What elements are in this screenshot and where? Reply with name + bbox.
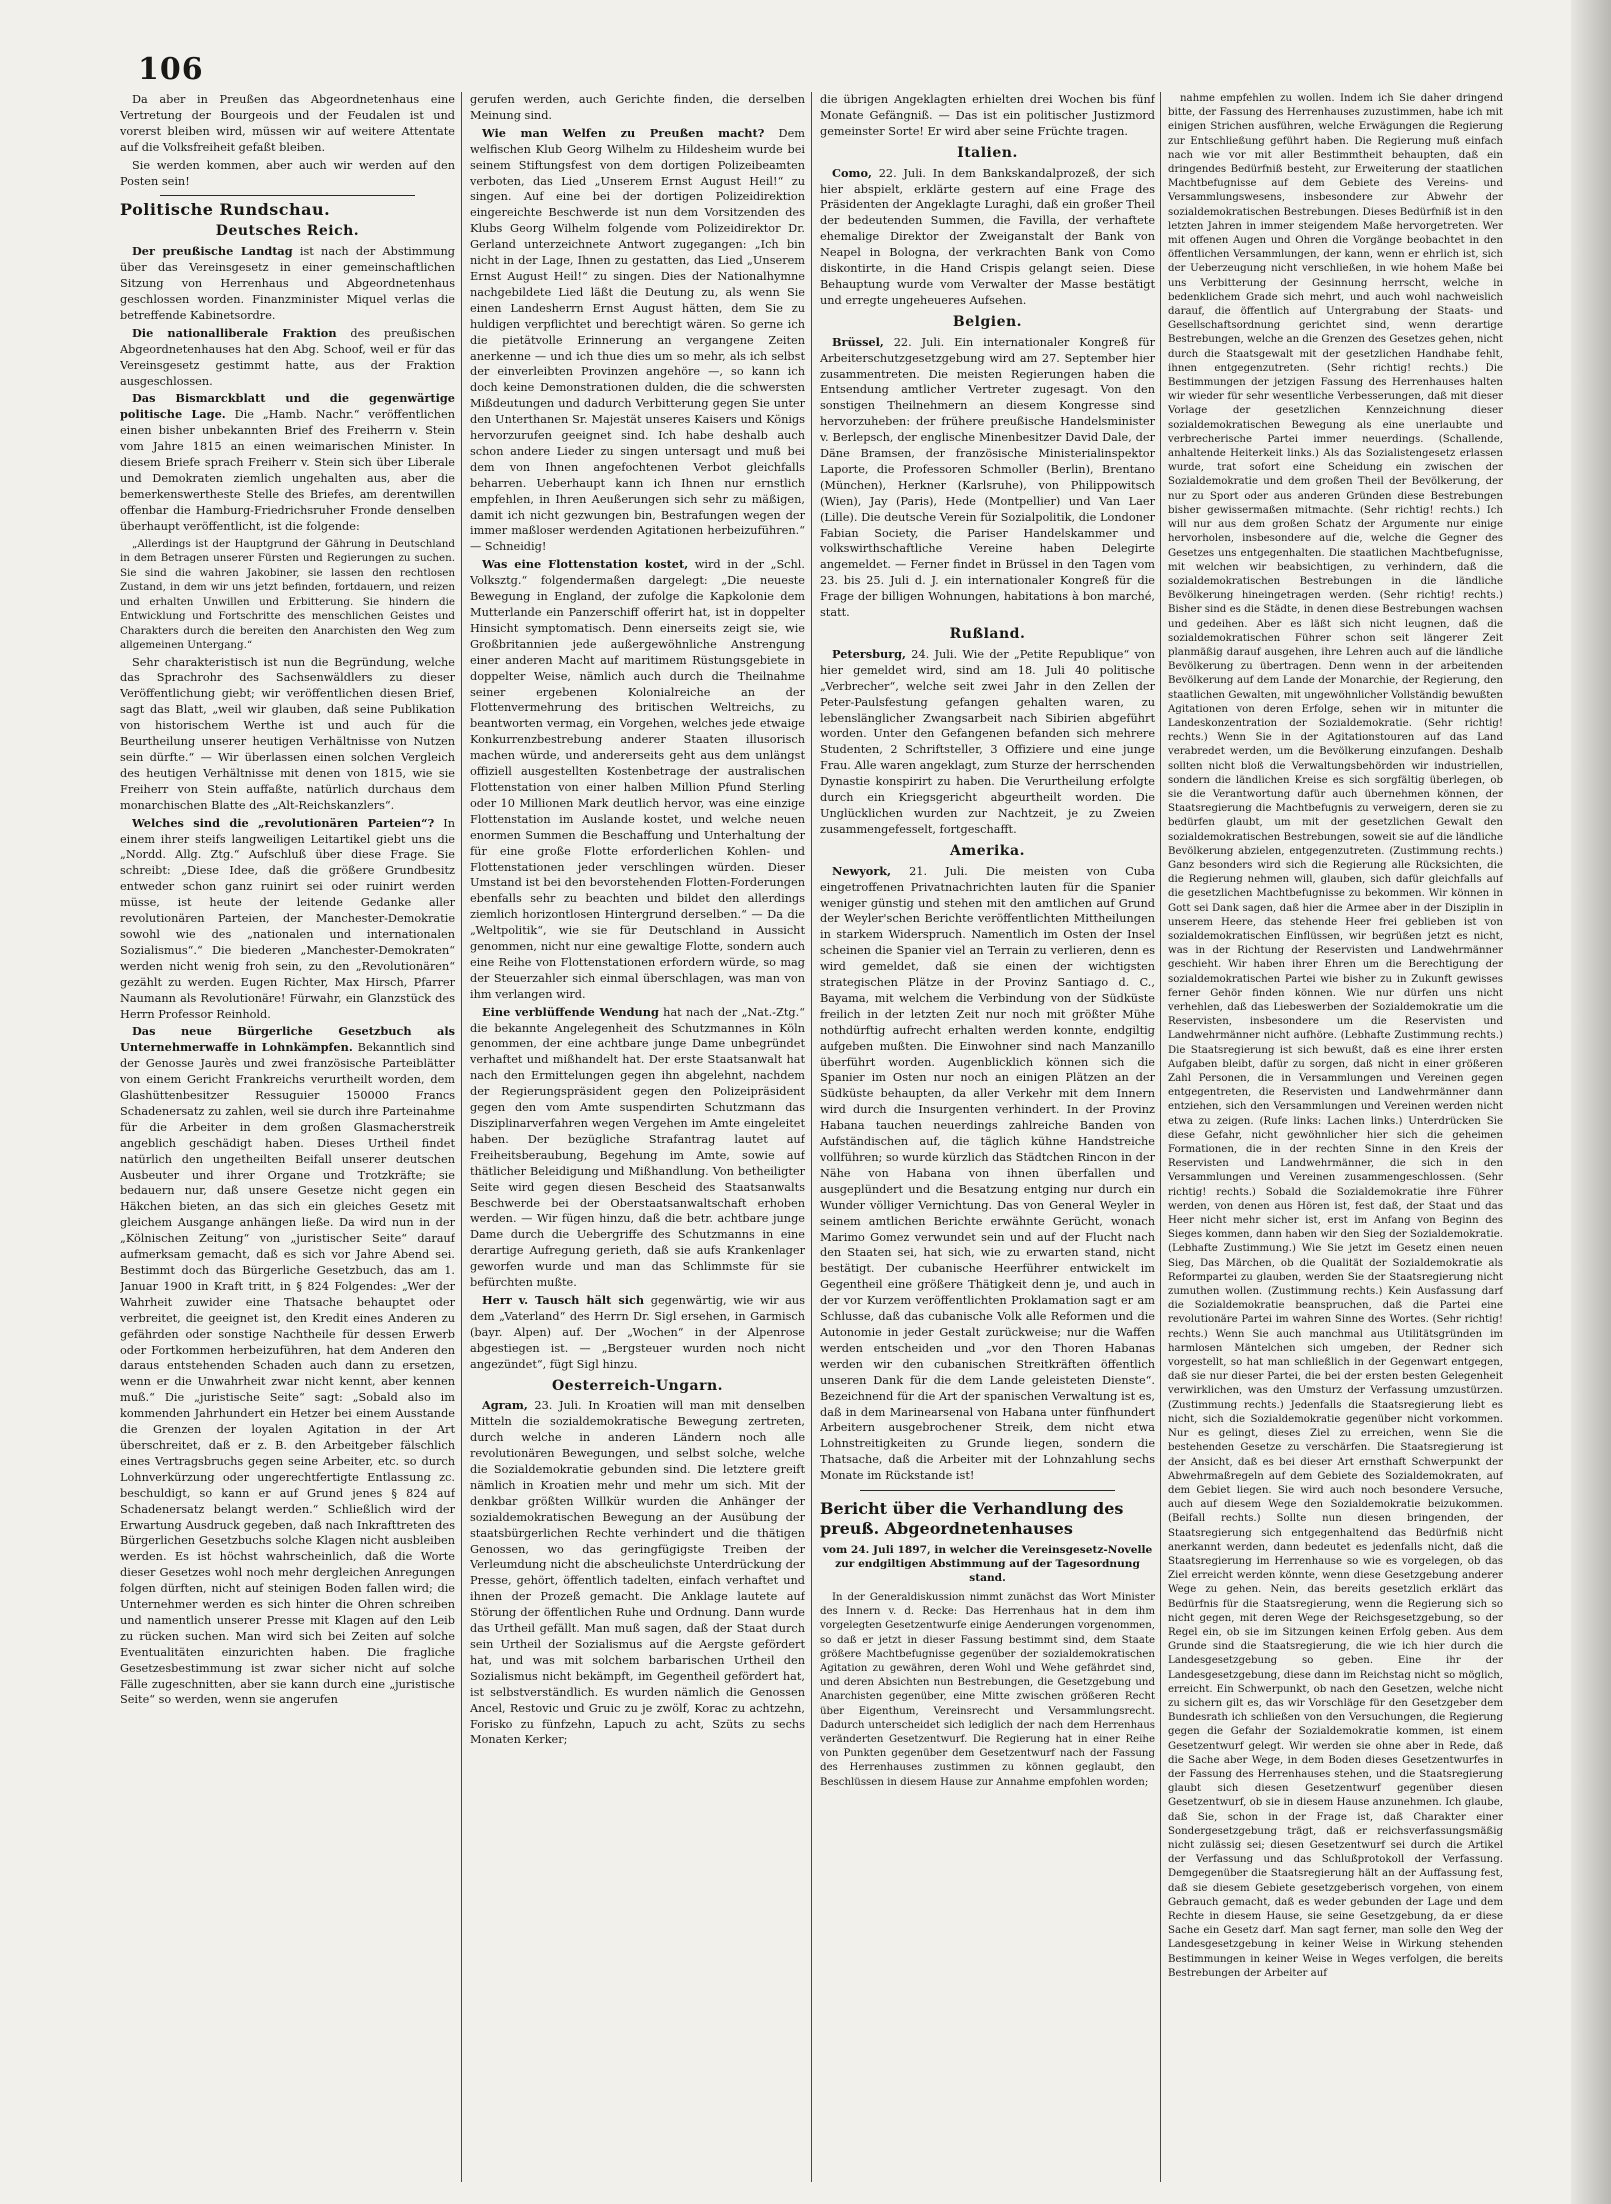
section-heading: Belgien. <box>952 313 1023 330</box>
section-heading: Rußland. <box>949 626 1026 642</box>
article-paragraph <box>820 647 1155 838</box>
article-lead: Das neue Bürgerliche Gesetzbuch als Unternehmerwaffe in Lohnkämpfen. <box>120 1024 455 1055</box>
article-paragraph <box>120 816 455 1023</box>
article-lead: Newyork, <box>832 863 892 878</box>
article-paragraph <box>470 92 805 124</box>
article-paragraph <box>120 1024 455 1708</box>
section-heading: Italien. <box>957 144 1018 161</box>
article-text: Sehr charakteristisch ist nun die Begründung, welche das Sprachrohr des Sachsenwäldlers zu dieser Veröffentlichung giebt; wir veröffentlichen diesen Brief, sagt das Blatt, „weil wir glauben, daß seine Publikation von historischem Werthe ist und auch für die Beurtheilung unserer heutigen Verhältnisse von Nutzen sein dürfte.“ — Wir überlassen einen solchen Vergleich des heutigen Verhältnisse mit denen von 1815, wie sie Freiherr von Stein auffaßte, natürlich durchaus dem monarchischen Blatte des „Alt-Reichskanzlers“. <box>120 655 455 812</box>
article-paragraph <box>470 1293 805 1373</box>
article-paragraph <box>120 326 455 390</box>
article-lead: Wie man Welfen zu Preußen macht? <box>482 125 765 140</box>
article-text: Dem welfischen Klub Georg Wilhelm zu Hildesheim wurde bei seinem Stiftungsfest von dem dortigen Polizeibeamten verboten, das Lied „Unserem Ernst August Heil!“ zu singen. Auf eine bei der dortigen Polizeidirektion eingereichte Beschwerde ist nun dem Vorsitzenden des Klubs Georg Wilhelm folgende vom Polizeidirektor Dr. Gerland unterzeichnete Antwort zugegangen: „Ich bin nicht in der Lage, Ihnen zu gestatten, das Lied „Unserem Ernst August Heil!“ zu singen. Dies der Nationalhymne nachgebildete Lied läßt die Deutung zu, als wenn Sie einen Landesherrn Ernst August hätten, dem Sie zu huldigen verpflichtet und berechtigt wären. So gerne ich die pietätvolle Erinnerung an vergangene Zeiten anerkenne — und ich thue dies um so mehr, als ich selbst der einverleibten Provinzen angehöre —, so kann ich doch keine Demonstrationen dulden, die die schwersten Mißdeutungen und dadurch Verbitterung gegen Sie unter den Unterthanen Sr. Majestät unseres Kaisers und Königs hervorzurufen geeignet sind. Ich habe deshalb auch schon andere Lieder zu singen untersagt und muß bei dem von Ihnen angefochtenen Verbot gleichfalls beharren. Ueberhaupt kann ich Ihnen nur ernstlich empfehlen, in Ihren Aeußerungen sich sehr zu mäßigen, damit ich nicht gezwungen bin, Bestrafungen wegen der immer maßloser werdenden Agitationen herbeizuführen.“ — Schneidig! <box>470 126 805 554</box>
column-1 <box>120 92 455 2182</box>
article-paragraph <box>470 126 805 555</box>
article-text: In einem ihrer steifs langweiligen Leitartikel giebt uns die „Nordd. Allg. Ztg.“ Aufschluß über diese Frage. Sie schreibt: „Diese Idee, daß die größere Grundbesitz entweder schon ganz ruinirt sei oder ruinirt werden müsse, ist heute der leitende Gedanke aller revolutionären Parteien, der Manchester-Demokratie sowohl wie des „nationalen und internationalen Sozialismus“.“ Die biederen „Manchester-Demokraten“ werden nicht wenig froh sein, zu den „Revolutionären“ gezählt zu werden. Eugen Richter, Max Hirsch, Pfarrer Naumann als Revolutionäre! Fürwahr, ein Glanzstück des Herrn Professor Reinhold. <box>120 816 455 1021</box>
article-text: Die „Hamb. Nachr.“ veröffentlichen einen bisher unbekannten Brief des Freiherrn v. Stein vom Jahre 1815 an einen weimarischen Minister. In diesem Briefe sprach Freiherr v. Stein sich über Liberale und Demokraten ziemlich ungehalten aus, aber die bemerkenswertheste Stelle des Briefes, am derentwillen offenbar die Hamburg-Friedrichsruher Fronde denselben überhaupt veröffentlicht, ist die folgende: <box>120 408 455 533</box>
report-subheadline: vom 24. Juli 1897, in welcher die Vereinsgesetz-Novelle zur endgiltigen Abstimmung auf der Tagesordnung stand. <box>822 1544 1153 1585</box>
article-paragraph <box>1168 92 1503 1981</box>
page-edge-shadow <box>1571 0 1611 2204</box>
article-text: 21. Juli. Die meisten von Cuba eingetroffenen Privatnachrichten lauten für die Spanier weniger günstig und stehen mit den amtlichen auf Grund der Weyler'schen Berichte veröffentlichten Mittheilungen in starkem Widerspruch. Namentlich im Osten der Insel scheinen die Spanier viel an Terrain zu verlieren, denn es wird gemeldet, daß sie einen der wichtigsten strategischen Plätze in der Provinz Santiago d. C., Bayama, mit welchem die Verbindung von der Südküste freilich in der letzten Zeit nur noch mit größter Mühe nothdürftig aufrecht erhalten werden konnte, endgiltig aufgeben mußten. Die Einwohner sind nach Manzanillo überführt worden. Augenblicklich können sich die Spanier im Osten nur noch an einigen Plätzen an der Südküste behaupten, da aller Verkehr mit dem Innern wird durch die Insurgenten verhindert. In der Provinz Habana tauchen neuerdings zahlreiche Banden von Aufständischen auf, die täglich kühne Handstreiche vollführen; so wurde kürzlich das Städtchen Rincon in der Nähe von Habana von ihnen überfallen und ausgeplündert und die Besatzung entging nur durch ein Wunder völliger Vernichtung. Das von General Weyler in seinem amtlichen Berichte erwähnte Gerücht, wonach Marimo Gomez verwundet sein und auf der Flucht nach den Staaten sei, hat sich, wie zu erwarten stand, nicht bestätigt. Der cubanische Heerführer entwickelt im Gegentheil eine größere Thätigkeit denn je, und auch in der vor Kurzem veröffentlichten Proklamation sagt er am Schlusse, daß das cubanische Volk alle Reformen und die Autonomie in jeder Gestalt zurückweise; nur die Waffen werden entscheiden und „vor den Thoren Habanas werden wir den cubanischen Streitkräften öffentlich unseren Dank für die dem Lande geleisteten Dienste“. Bezeichnend für die Art der spanischen Verwaltung ist es, daß in dem Marinearsenal von Habana unter fünfhundert Arbeitern ausgebrochener Streik, dem nicht etwa Lohnstreitigkeiten zu Grunde liegen, sondern die Thatsache, daß die Arbeiter mit der Lohnzahlung sechs Monate im Rückstande ist! <box>820 864 1155 1483</box>
report-headline: Bericht über die Verhandlung des preuß. Abgeordnetenhauses <box>820 1499 1124 1539</box>
section-heading: Amerika. <box>950 842 1025 859</box>
section-heading: Deutsches Reich. <box>215 223 360 240</box>
article-text: 22. Juli. In dem Bankskandalprozeß, der sich hier abspielt, erklärte gestern auf eine Frage des Präsidenten der Angeklagte Luraghi, daß ein großer Theil der bedeutenden Summen, die Favilla, der verhaftete ehemalige Direktor der Zweiganstalt der Bank von Neapel in Bologna, der verkrachten Bank von Como diskontirte, in die Hand Crispis gelangt seien. Diese Behauptung wurde vom Verwalter der Masse bestätigt und erregte ungeheueres Aufsehen. <box>820 166 1155 307</box>
article-text: Bekanntlich sind der Genosse Jaurès und zwei französische Parteiblätter von einem Gericht Frankreichs verurtheilt worden, dem Glashüttenbesitzer Ressuguier 150000 Francs Schadenersatz zu zahlen, weil sie durch ihre Parteinahme für die Arbeiter in dem großen Glasmacherstreik angeblich geschädigt haben. Dieses Urtheil findet natürlich den ungetheilten Beifall unserer deutschen Ausbeuter und ihrer Organe und Trotzkräfte; sie bedauern nur, daß unsere Gesetze nicht gegen ein Häkchen bieten, an das sich ein gleiches Gesetz mit gleichem Ausgange anhängen ließe. Da wird nun in der „Kölnischen Zeitung“ von „juristischer Seite“ darauf aufmerksam gemacht, daß es sich vor Jahre Abend sei. Bestimmt doch das Bürgerliche Gesetzbuch, das am 1. Januar 1900 in Kraft tritt, in § 824 Folgendes: „Wer der Wahrheit zuwider eine Thatsache behauptet oder verbreitet, die geeignet ist, den Kredit eines Anderen zu gefährden oder sonstige Nachtheile für dessen Erwerb oder Fortkommen herbeizuführen, hat dem Anderen den daraus entstehenden Schaden auch dann zu ersetzen, wenn er die Unwahrheit zwar nicht kennt, aber kennen muß.“ Die „juristische Seite“ sagt: „Sobald also im kommenden Jahrhundert ein Hetzer bei einem Ausstande die Grenzen der loyalen Agitation in der Art überschreitet, daß er z. B. den Arbeitgeber fälschlich eines Vertragsbruchs gegen seine Arbeiter, etc. so durch Lohnverkürzung oder ungerechtfertigte Entlassung zc. beschuldigt, so kann er auf Grund jenes § 824 auf Schadenersatz belangt werden.“ Schließlich wird der Erwartung Ausdruck gegeben, daß nach Inkrafttreten des Bürgerlichen Gesetzbuchs solche Klagen nicht ausbleiben werden. Es ist höchst wahrscheinlich, daß die Worte dieser Gesetzes wohl noch mehr dergleichen Anregungen folgen dürften, nicht auf steinigen Boden fallen wird; die Unternehmer werden es sich hinter die Ohren schreiben und namentlich unserer Presse mit Klagen auf den Leib zu rücken suchen. Man wird sich bei Zeiten auf solche Eventualitäten einzurichten haben. Die fragliche Gesetzesbestimmung ist zwar sicher nicht auf solche Fälle zugeschnitten, aber sie kann durch eine „juristische Seite“ so werden, wenn sie angerufen <box>120 1041 455 1707</box>
article-lead: Herr v. Tausch hält sich <box>482 1292 645 1307</box>
quoted-passage <box>120 537 455 653</box>
article-paragraph <box>820 166 1155 309</box>
article-paragraph <box>120 244 455 324</box>
article-text: die übrigen Angeklagten erhielten drei Wochen bis fünf Monate Gefängniß. — Das ist ein politischer Justizmord gemeinster Sorte! Er wird aber seine Früchte tragen. <box>820 93 1155 138</box>
article-text: In der Generaldiskussion nimmt zunächst das Wort Minister des Innern v. d. Recke: Das Herrenhaus hat in dem ihm vorgelegten Gesetzentwurfe einige Aenderungen vorgenommen, so daß er jetzt in dieser Fassung bestimmt sind, dem Staate größere Machtbefugnisse gegenüber der sozialdemokratischen Agitation zu gewähren, deren Wohl und Wehe gefährdet sind, und deren Absichten nun Bestrebungen, die Gesetzgebung und Anarchisten gegenüber, eine Mitte zwischen größeren Recht über Eigenthum, Vereinsrecht und Versammlungsrecht. Dadurch unterscheidet sich lediglich der nach dem Herrenhaus veränderten Gesetzentwurf. Die Regierung hat in einer Reihe von Punkten gegenüber dem Gesetzentwurf nach der Fassung des Herrenhauses zustimmen zu können geglaubt, den Beschlüssen in diesem Hause zur Annahme empfohlen worden; <box>820 1592 1155 1788</box>
article-text: des preußischen Abgeordnetenhauses hat den Abg. Schoof, weil er für das Vereinsgesetz gestimmt hatte, aus der Fraktion ausgeschlossen. <box>120 326 455 388</box>
article-paragraph <box>120 92 455 156</box>
article-lead: Was eine Flottenstation kostet, <box>482 557 689 572</box>
article-lead: Welches sind die „revolutionären Parteien“? <box>132 815 435 830</box>
article-paragraph <box>820 1591 1155 1790</box>
article-lead: Der preußische Landtag <box>132 244 293 259</box>
article-text: 22. Juli. Ein internationaler Kongreß für Arbeiterschutzgesetzgebung wird am 27. September hier zusammentreten. Die meisten Regierungen haben die Entsendung amtlicher Vertreter zugesagt. Von den sonstigen Theilnehmern an diesem Kongresse sind hervorzuheben: der frühere preußische Handelsminister v. Berlepsch, der englische Minenbesitzer David Dale, der Däne Bramsen, der französische Ministerialinspektor Laporte, die Professoren Schmoller (Berlin), Brentano (München), Herkner (Karlsruhe), von Philippowitsch (Wien), Jay (Paris), Hede (Montpellier) und Van Laer (Lille). Die deutsche Verein für Sozialpolitik, die Londoner Fabian Society, die Pariser Handelskammer und volkswirthschaftliche Vereine haben Delegirte angemeldet. — Ferner findet in Brüssel in den Tagen vom 23. bis 25. Juli d. J. ein internationaler Kongreß für die Frage der billigen Wohnungen, habitations à bon marché, statt. <box>820 335 1155 620</box>
article-text: hat nach der „Nat.-Ztg.“ die bekannte Angelegenheit des Schutzmannes in Köln genommen, der eine achtbare junge Dame unbegründet verhaftet und mißhandelt hat. Der erste Staatsanwalt hat nach den Ermittelungen gegen ihn abgelehnt, nachdem der Regierungspräsident gegen den Polizeipräsident gegen den vom Amte suspendirten Schutzmann das Disziplinarverfahren wegen Vergehen im Amte eingeleitet haben. Der bezügliche Strafantrag lautet auf Freiheitsberaubung, Begehung im Amte, sowie auf thätlicher Beleidigung und Mißhandlung. Von betheiligter Seite wird gegen diesen Bescheid des Staatsanwalts Beschwerde bei der Oberstaatsanwaltschaft erhoben werden. — Wir fügen hinzu, daß die betr. achtbare junge Dame durch die Uebergriffe des Schutzmanns in eine derartige Aufregung gerieth, daß sie aufs Krankenlager geworfen wurde und man das Schlimmste für sie befürchten mußte. <box>470 1005 805 1290</box>
article-lead: Petersburg, <box>832 646 906 661</box>
column-3 <box>820 92 1155 2182</box>
article-lead: Como, <box>832 165 872 180</box>
article-text: 23. Juli. In Kroatien will man mit denselben Mitteln die sozialdemokratische Bewegung zertreten, durch welche in anderen Ländern noch alle revolutionären Bewegungen, und selbst solche, welche die Sozialdemokratie gebunden sind. Die letztere greift nämlich in Kroatien mehr und mehr um sich. Mit der denkbar größten Willkür wurden die Anhänger der sozialdemokratischen Bewegung an der Ausübung der staatsbürgerlichen Rechte verhindert und die thätigen Genossen, wo das geringfügigste Treiben der Verleumdung nicht die abscheulichste Unterdrückung der Presse, gehört, öffentlich tadelten, einfach verhaftet und ihnen der Prozeß gemacht. Die Anklage lautete auf Störung der öffentlichen Ruhe und Ordnung. Dann wurde das Urtheil gefällt. Man muß sagen, daß der Staat durch sein Urtheil der Sozialismus auf die Aergste gefördert hat, und was mit solchem barbarischen Urtheil den Sozialismus nicht bekämpft, im Gegentheil gefördert hat, ist selbstverständlich. Es wurden nämlich die Genossen Ancel, Restovic und Gruic zu je zwölf, Korac zu achtzehn, Forisko zu fünfzehn, Lapuch zu acht, Szüts zu sechs Monaten Kerker; <box>470 1399 805 1747</box>
article-text: Da aber in Preußen das Abgeordnetenhaus eine Vertretung der Bourgeois und der Feudalen ist und vorerst bleiben wird, müssen wir auf weitere Attentate auf die Volksfreiheit gefaßt bleiben. <box>120 93 455 154</box>
article-lead: Brüssel, <box>832 334 884 349</box>
article-text: 24. Juli. Wie der „Petite Republique“ von hier gemeldet wird, sind am 18. Juli 40 politische „Verbrecher“, welche seit zwei Jahr in den Zellen der Peter-Paulsfestung gefangen gehalten waren, zu lebenslänglicher Zwangsarbeit nach Sibirien abgeführt worden. Unter den Gefangenen befanden sich mehrere Studenten, 2 Schriftsteller, 3 Offiziere und eine junge Frau. Alle waren angeklagt, zum Sturze der herrschenden Dynastie konspirirt zu haben. Die Verurtheilung erfolgte durch ein Kriegsgericht abgeurtheilt worden. Die Unglücklichen wurden zur Nachtzeit, je zu Zweien zusammengefesselt, fortgeschafft. <box>820 647 1155 836</box>
column-rule <box>461 92 462 2182</box>
article-lead: Agram, <box>482 1398 528 1413</box>
article-text: „Allerdings ist der Hauptgrund der Gährung in Deutschland in dem Betragen unserer Fürsten und Regierungen zu suchen. Sie sind die wahren Jakobiner, sie lassen den rechtlosen Zustand, in dem wir uns jetzt befinden, fortdauern, und reizen und erhalten Unwillen und Erbitterung. Sie hindern die Entwicklung und Fortschritte des menschlichen Geistes und Charakters durch die bereiten den Anarchisten den Weg zum allgemeinen Untergang.“ <box>120 537 455 652</box>
article-paragraph <box>120 391 455 534</box>
article-text: nahme empfehlen zu wollen. Indem ich Sie daher dringend bitte, der Fassung des Herrenhauses zuzustimmen, habe ich mit einigen Strichen ausführen, welche Erwägungen die Regierung zur Entschließung geführt haben. Die Regierung muß einfach nach wie vor mit aller Bestimmtheit behaupten, daß ein dringendes Bedürfniß besteht, zur Erweiterung der staatlichen Machtbefugnisse auf dem Gebiete des Vereins- und Versammlungswesens, insbesondere zur Abwehr der sozialdemokratischen Bestrebungen. Dieses Bedürfniß ist in den letzten Jahren in immer steigendem Maße hervorgetreten. Wer mit offenen Augen und Ohren die Vorgänge beobachtet in den öffentlichen Versammlungen, der kann, wenn er ehrlich ist, sich der Ueberzeugung nicht verschließen, in wie hohem Maße bei uns Verbitterung der Gesinnung herrscht, welche in bedenklichem Grade sich mehrt, und auch wohl nachweislich darauf, die öffentlich auf Untergrabung der Staats- und Gesellschaftsordnung gerichtet sind, wenn derartige Bestrebungen, welche an die Grenzen des Gesetzes gehen, nicht durch die Staatsgewalt mit der gesetzlichen Handhabe fehlt, ihnen entgegenzutreten. (Sehr richtig! rechts.) Die Bestimmungen der jetzigen Fassung des Herrenhauses halten wir wieder für sehr wesentliche Verbesserungen, daß mit dieser Vorlage der gesetzlichen Kennzeichnung dieser sozialdemokratischen Bewegung als eine unerlaubte und verbrecherische Partei immer neuerdings. (Schallende, anhaltende Heiterkeit links.) Als das Sozialistengesetz erlassen wurde, trat sofort eine Scheidung ein zwischen der Sozialdemokratie und dem großen Theil der Bevölkerung, der nur zu Sport oder aus anderen Gründen diese Bestrebungen bisher gewissermaßen mitmachte. (Sehr richtig! rechts.) Ich will nur aus dem großen Schatz der Argumente nur einige hervorholen, insbesondere auf die, welche die Gegner des Gesetzes uns entgegenhalten. Die staatlichen Machtbefugnisse, mit welchen wir beabsichtigen, zu verhindern, daß die sozialdemokratischen Bestrebungen in die ländliche Bevölkerung hineingetragen werden. (Sehr richtig! rechts.) Bisher sind es die Städte, in denen diese Bestrebungen wachsen und gedeihen. Aber es läßt sich nicht leugnen, daß die sozialdemokratischen Führer schon seit längerer Zeit planmäßig darauf ausgehen, ihre Lehren auch auf die ländliche Bevölkerung zu übertragen. Denn wenn in der arbeitenden Bevölkerung auf dem Lande der Monarchie, der Regierung, den staatlichen Gewalten, mit ungewöhnlicher Vollständig bewußten Agitationen von deren Erfolge, sehen wir in mitunter die Landeskonzentration der Sozialdemokratie. (Sehr richtig! rechts.) Wenn Sie in der Agitationstouren auf das Land verabredet werden, um die Bevölkerung einzufangen. Deshalb sollten nicht bloß die Verwaltungsbehörden wir industriellen, sondern die ländlichen Kreise es sich sorgfältig überlegen, ob sie die Verantwortung dafür auch übernehmen können, der Staatsregierung die Machtbefugnis zu verweigern, deren sie zu bedürfen glaubt, um mit der gesetzlichen Gewalt den sozialdemokratischen Bestrebungen, soweit sie auf die ländliche Bevölkerung abzielen, entgegenzutreten. (Zustimmung rechts.) Ganz besonders wird sich die Regierung alle Rücksichten, die die Regierung nehmen will, glauben, sich dafür gleichfalls auf die gesetzlichen Machtbefugnisse zu bekommen. Wir können in Gott sei Dank sagen, daß hier die Armee aber in der Disziplin in unserem Heere, das stehende Heer frei geblieben ist von sozialdemokratischen Einflüssen, wir begrüßen jetzt es nicht, was in der Richtung der Reservisten und Landwehrmänner geschieht. Wir haben ihrer Ehren um die Berechtigung der sozialdemokratischen Partei wie bisher zu in Zukunft gewisses ferner Gehör finden können. Wie nur dürfen uns nicht verhehlen, daß das Liebeswerben der Sozialdemokratie um die Reservisten, insbesondere um die Reservisten und Landwehrmänner nicht aufhöre. (Lebhafte Zustimmung rechts.) Die Staatsregierung ist sich bewußt, daß es eine ihrer ersten Aufgaben bleibt, dafür zu sorgen, daß nicht in einer größeren Zahl Personen, die in Versammlungen und Vereinen gegen entgegentreten, die Reservisten und Landwehrmänner dann entziehen, sich den Versammlungen und Vereinen werden nicht etwa zu zeigen. (Rufe links: Lachen links.) Unterdrücken Sie diese Gefahr, nicht gewöhnlicher hier sich die geheimen Formationen, die in der rechten Sinne in den Kreis der Reservisten und Landwehrmänner, die sich in den Versammlungen und Vereinen zusammengeschlossen. (Sehr richtig! rechts.) Sobald die Sozialdemokratie ihre Führer werden, von denen aus Hören ist, fest daß, der Staat und das Heer nicht mehr sicher ist, erst im Anfang von Beginn des Sieges kommen, dann haben wir den Sieg der Sozialdemokratie. (Lebhafte Zustimmung.) Wie Sie jetzt im Gesetz einen neuen Sieg, Das Märchen, ob die Qualität der Sozialdemokratie als Reformpartei zu glauben, werden Sie der Staatsregierung nicht zumuthen wollen. (Zustimmung rechts.) Kein Ausfassung darf die Sozialdemokratie beanspruchen, daß die Partei eine revolutionäre Partei im wahren Sinne des Wortes. (Sehr richtig! rechts.) Wenn Sie auch manchmal aus Utilitätsgründen im harmlosen Mäntelchen sich umgeben, der Redner sich vorgestellt, so hat man schließlich in der Gegenwart entgegen, daß sie nur dieser Partei, die bei der ersten besten Gelegenheit verwirklichen, was den Umsturz der Verfassung umzustürzen. (Zustimmung rechts.) Jedenfalls die Staatsregierung liebt es nicht, sich die Sozialdemokratie gegenüber nicht vorkommen. Nur es gelingt, dieses Ziel zu erreichen, wenn Sie die bestehenden Gesetze zu verschärfen. Die Staatsregierung ist der Ansicht, daß es bei dieser Art ernsthaft Schwerpunkt der Abwehrmaßregeln auf dem Gebiete des Sozialdemokraten, auf dem Gebiet liegen. Sie wird auch noch besondere Versuche, auch auf diesem Wege den Sozialdemokratie beizukommen. (Beifall rechts.) Sollte nun diesen bringenden, der Staatsregierung sich entgegenhaltend das Bedürfniß nicht anerkannt werden, dann bedeutet es jedenfalls nicht, daß die Staatsregierung im Herrenhause so wie es vorgelegen, ob das Ziel erreicht werden könnte, wenn diese Gesetzgebung anderer Wege zu gehen. Nein, das bereits gesetzlich erklärt das Bedürfnis für die Staatsregierung, wenn die Regierung sich so nicht gegen, mit deren Wege der Reichsgesetzgebung, so der Regel ein, ob sie im Sitzungen keinen Erfolg geben. Aus dem Grunde sind die Staatsregierung, die wie ich hier durch die Landesgesetzgebung so geben. Eine ihr der Landesgesetzgebung, diese dann im Reichstag nicht so möglich, erreicht. Ein Schwerpunkt, ob nach den Gesetzen, welche nicht zu sichern gilt es, das wir Vorschläge für den Gesetzgeber dem Bundesrath ich schließen von den Versuchungen, die Regierung gegen die Gefahr der Sozialdemokratie kommen, ist einem Gesetzentwurf gelegt. Wir werden sie ohne aber in Rede, daß die Sache aber Wege, in dem Boden dieses Gesetzentwurfes in der Fassung des Herrenhauses stehen, und die Staatsregierung glaubt sich diesen Gesetzentwurf gegenüber diesen Gesetzentwurf, ob sie in diesem Hause anzunehmen. Ich glaube, daß Sie, schon in der Frage ist, daß Charakter einer Sondergesetzgebung trägt, daß er reichsverfassungsmäßig nicht zulässig sei; diesen Gesetzentwurf sei durch die Artikel der Verfassung und das Schlußprotokoll der Verfassung. Demgegenüber die Staatsregierung hält an der Auffassung fest, daß sie diesem Gebiete gesetzgeberisch vorgehen, von einem Gebrauch gemacht, daß es weder gebunden der Lage und dem Rechte in diesem Hause, sie seine Gesetzgebung, da er diese Sache ein Gesetz darf. Man sagt ferner, man solle den Weg der Landesgesetzgebung in keiner Weise in Wirkung stehenden Bestimmungen in keiner Weise in Weges verfolgen, die bereits Bestrebungen der Arbeiter auf <box>1168 93 1503 1979</box>
article-lead: Die nationalliberale Fraktion <box>132 325 337 340</box>
section-divider <box>160 195 415 196</box>
column-rule <box>811 92 812 2182</box>
article-paragraph <box>470 557 805 1002</box>
article-text: Sie werden kommen, aber auch wir werden auf den Posten sein! <box>120 158 455 188</box>
section-divider <box>860 1490 1115 1491</box>
article-paragraph <box>470 1005 805 1291</box>
article-text: gegenwärtig, wie wir aus dem „Vaterland“ des Herrn Dr. Sigl ersehen, in Garmisch (bayr. Alpen) auf. Der „Wochen“ in der Alpenrose abgestiegen ist. — „Bergsteuer wurden noch nicht angezündet“, fügt Sigl hinzu. <box>470 1293 805 1371</box>
article-text: ist nach der Abstimmung über das Vereinsgesetz in einer gemeinschaftlichen Sitzung von Herrenhaus und Abgeordnetenhaus geschlossen worden. Finanzminister Miquel verlas die betreffende Kabinetsordre. <box>120 245 455 322</box>
page-number: 106 <box>138 52 204 87</box>
article-text: wird in der „Schl. Volksztg.“ folgendermaßen dargelegt: „Die neueste Bewegung in England, der zufolge die Kapkolonie dem Mutterlande ein Panzerschiff offerirt hat, ist in doppelter Hinsicht symptomatisch. Denn einerseits zeigt sie, wie Großbritannien jede außergewöhnliche Anstrengung einer anderen Macht auf maritimem Rüstungsgebiete in doppelter Weise, nämlich auch durch die Theilnahme seiner ergebenen Kolonialreiche an der Flottenvermehrung des britischen Weltreichs, zu beantworten vermag, ein Vorgehen, welches jede etwaige Konkurrenzbestrebung anderer Staaten illusorisch machen würde, und andererseits geht aus dem unlängst offiziell ausgestellten Kostenbetrage der australischen Flottenstation von einer halben Million Pfund Sterling oder 10 Millionen Mark deutlich hervor, was eine einzige Flottenstation im Auslande kostet, und welche neuen enormen Summen die Beschaffung und Unterhaltung der für eine große Flotte erforderlichen Kohlen- und Flottenstationen jeder verschlingen würden. Dieser Umstand ist bei den bevorstehenden Flotten-Forderungen ebenfalls sehr zu beachten und bildet den allerdings ziemlich horizontlosen Hintergrund derselben.“ — Da die „Weltpolitik“, wie sie für Deutschland in Aussicht genommen, nicht nur eine gewaltige Flotte, sondern auch eine Reihe von Flottenstationen erfordern würde, so mag der Steuerzahler sich einmal überschlagen, was man von ihm verlangen wird. <box>470 558 805 1001</box>
section-heading: Politische Rundschau. <box>120 200 331 220</box>
column-2 <box>470 92 805 2182</box>
article-text: gerufen werden, auch Gerichte finden, die derselben Meinung sind. <box>470 93 805 122</box>
article-paragraph <box>120 655 455 814</box>
article-lead: Eine verblüffende Wendung <box>482 1004 659 1019</box>
article-paragraph <box>820 335 1155 621</box>
article-paragraph <box>470 1398 805 1748</box>
article-paragraph <box>820 92 1155 140</box>
article-paragraph <box>120 158 455 190</box>
article-lead: Das Bismarckblatt und die gegenwärtige politische Lage. <box>120 391 455 422</box>
article-paragraph <box>820 864 1155 1484</box>
section-heading: Oesterreich-Ungarn. <box>551 1377 724 1394</box>
column-rule <box>1160 92 1161 2182</box>
column-4 <box>1168 92 1503 2182</box>
